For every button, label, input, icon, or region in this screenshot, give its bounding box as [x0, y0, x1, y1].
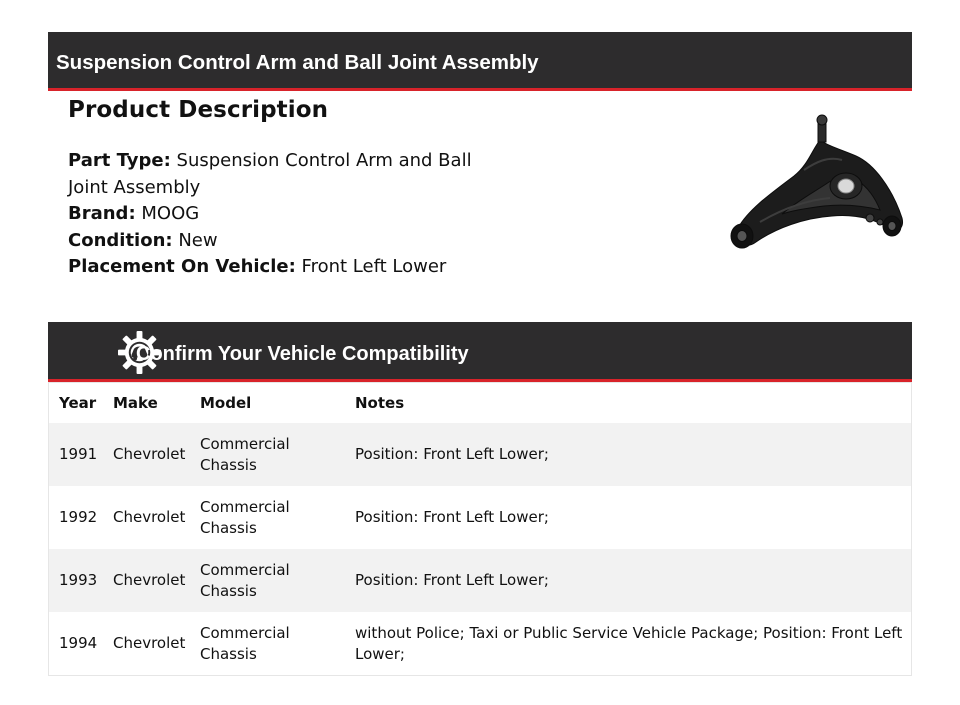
- table-row: [49, 486, 912, 549]
- cell-year: 1991: [59, 445, 98, 463]
- table-row: [49, 423, 912, 486]
- spec-list: [68, 148, 488, 281]
- cell-notes: Position: Front Left Lower;: [355, 445, 549, 463]
- compatibility-table: [48, 382, 912, 676]
- control-arm-image: [724, 110, 908, 262]
- spec-part-type: [68, 148, 488, 201]
- column-header-year: Year: [59, 394, 97, 412]
- table-header-row: [49, 383, 912, 424]
- cell-make: Chevrolet: [113, 445, 186, 463]
- cell-notes: without Police; Taxi or Public Service Vehicle Package; Position: Front Left Lower;: [355, 623, 903, 663]
- cell-year: 1992: [59, 508, 98, 526]
- cell-model: Commercial Chassis: [200, 434, 290, 474]
- compatibility-bar: [48, 322, 912, 382]
- spec-placement: [68, 254, 488, 281]
- part-type-value: Suspension Control Arm and Ball Joint Assembly: [68, 150, 472, 198]
- cell-notes: Position: Front Left Lower;: [355, 571, 549, 589]
- compatibility-heading: Confirm Your Vehicle Compatibility: [136, 343, 469, 365]
- placement-value: Front Left Lower: [301, 256, 447, 277]
- spec-condition: [68, 228, 488, 255]
- part-type-label: Part Type:: [68, 150, 171, 171]
- column-header-make: Make: [113, 394, 158, 412]
- title-bar: [48, 32, 912, 91]
- brand-value: MOOG: [141, 203, 200, 224]
- cell-make: Chevrolet: [113, 571, 186, 589]
- condition-label: Condition:: [68, 229, 173, 251]
- cell-make: Chevrolet: [113, 634, 186, 652]
- column-header-model: Model: [200, 394, 252, 412]
- cell-year: 1993: [59, 571, 98, 589]
- spec-brand: [68, 201, 488, 228]
- cell-year: 1994: [59, 634, 98, 652]
- brand-label: Brand:: [68, 203, 136, 224]
- cell-model: Commercial Chassis: [200, 497, 290, 537]
- cell-model: Commercial Chassis: [200, 560, 290, 600]
- condition-value: New: [178, 229, 218, 251]
- table-row: [49, 612, 912, 676]
- description-heading: Product Description: [68, 97, 329, 123]
- table-row: [49, 549, 912, 612]
- product-description: [68, 97, 488, 281]
- placement-label: Placement On Vehicle:: [68, 256, 296, 277]
- cell-model: Commercial Chassis: [200, 623, 290, 663]
- cell-notes: Position: Front Left Lower;: [355, 508, 549, 526]
- cell-make: Chevrolet: [113, 508, 186, 526]
- product-title: Suspension Control Arm and Ball Joint Assembly: [56, 51, 539, 74]
- column-header-notes: Notes: [355, 394, 405, 412]
